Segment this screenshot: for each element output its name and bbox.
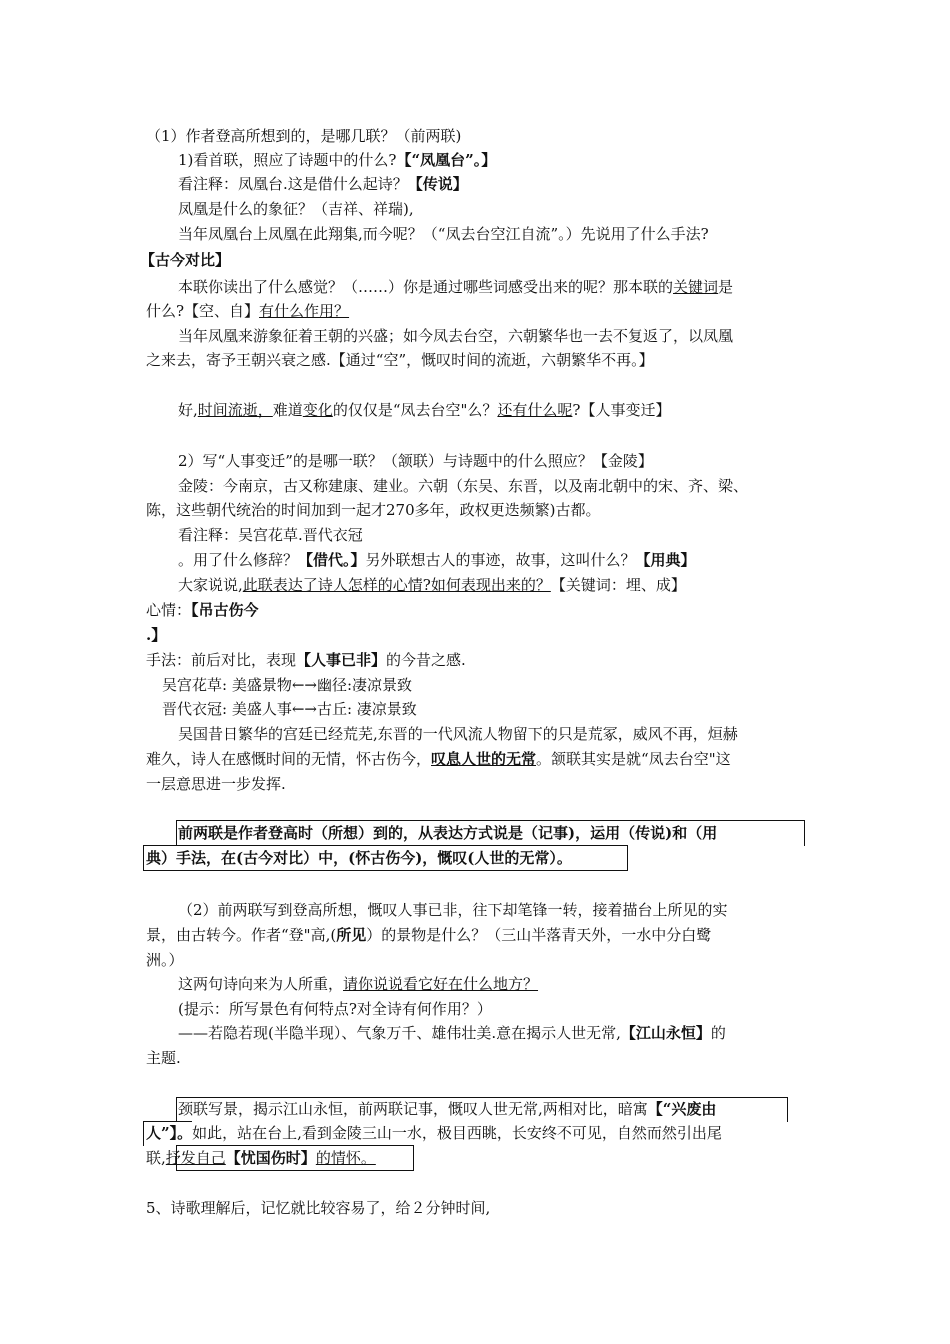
paragraph: 这两句诗向来为人所重，请你说说看它好在什么地方？ [178, 975, 539, 993]
paragraph: 金陵：今南京，古又称建康、建业。六朝（东吴、东晋，以及南北朝中的宋、齐、梁、 [178, 477, 749, 495]
paragraph: 大家说说,此联表达了诗人怎样的心情?如何表现出来的？【关键词：埋、成】 [178, 576, 686, 594]
paragraph: 陈，这些朝代统治的时间加到一起才270多年，政权更迭频繁)古都。 [146, 501, 601, 519]
comparison-line: 吴宫花草: 美盛景物←→幽径:凄凉景致 [162, 676, 413, 694]
paragraph: 景，由古转今。作者“登"高,(所见）的景物是什么？（三山半落青天外，一水中分白鹭 [146, 926, 712, 944]
paragraph: 1)看首联，照应了诗题中的什么?【“凤凰台”。】 [178, 151, 497, 169]
answer: 【传说】 [407, 175, 468, 193]
paragraph: 吴国昔日繁华的宫廷已经荒芜,东晋的一代风流人物留下的只是荒冢，威风不再，烜赫 [178, 725, 738, 743]
paragraph: （2）前两联写到登高所想，慨叹人事已非，往下却笔锋一转，接着描台上所见的实 [178, 901, 728, 919]
summary-line: 人”】。如此，站在台上,看到金陵三山一水，极目西眺，长安终不可见，自然而然引出尾 [146, 1124, 722, 1142]
paragraph: 当年凤凰来游象征着王朝的兴盛；如今凤去台空，六朝繁华也一去不复返了，以凤凰 [178, 327, 734, 345]
answer: 【“凤凰台”。】 [396, 151, 497, 169]
paragraph: 难久，诗人在感慨时间的无情，怀古伤今，叹息人世的无常。颔联其实是就“凤去台空"这 [146, 750, 731, 768]
paragraph: 主题. [146, 1049, 181, 1067]
comparison-line: 晋代衣冠: 美盛人事←→古丘: 凄凉景致 [162, 700, 417, 718]
paragraph: 一层意思进一步发挥. [146, 775, 286, 793]
paragraph: 本联你读出了什么感觉？（……）你是通过哪些词感受出来的呢？那本联的关键词是 [178, 278, 734, 296]
paragraph: 之来去，寄予王朝兴衰之感.【通过“空”，慨叹时间的流逝，六朝繁华不再。】 [146, 351, 654, 369]
paragraph: 凤凰是什么的象征？（吉祥、祥瑞), [178, 200, 414, 218]
summary-line: 前两联是作者登高时（所想）到的，从表达方式说是（记事)，运用（传说)和（用 [178, 824, 718, 842]
paragraph: 洲。） [146, 951, 184, 969]
paragraph: 看注释：吴宫花草.晋代衣冠 [178, 526, 363, 544]
paragraph: 当年凤凰台上凤凰在此翔集,而今呢？（“凤去台空江自流”。）先说用了什么手法? [178, 225, 709, 243]
paragraph: (提示：所写景色有何特点?对全诗有何作用？） [178, 1000, 492, 1018]
paragraph: 。用了什么修辞？【借代。】另外联想古人的事迹，故事，这叫什么？【用典】 [178, 551, 696, 569]
summary-line: 联,抒发自己【忧国伤时】的情怀。 [146, 1149, 376, 1167]
summary-line: 颈联写景，揭示江山永恒，前两联记事，慨叹人世无常,两相对比，暗寓【“兴废由 [178, 1100, 717, 1118]
paragraph: 心情：【吊古伤今 [146, 601, 259, 619]
summary-line: 典）手法，在(古今对比）中，(怀古伤今)，慨叹(人世的无常）。 [146, 849, 572, 867]
paragraph: 好,时间流逝，难道变化的仅仅是“凤去台空"么？还有什么呢?【人事变迁】 [178, 401, 671, 419]
question-1: （1）作者登高所想到的，是哪几联？（前两联) [146, 127, 462, 145]
paragraph: .】 [146, 626, 167, 644]
paragraph: 手法：前后对比，表现【人事已非】的今昔之感. [146, 651, 466, 669]
paragraph: ——若隐若现(半隐半现）、气象万千、雄伟壮美.意在揭示人世无常,【江山永恒】的 [178, 1024, 726, 1042]
question-2: 2）写“人事变迁”的是哪一联？（颔联）与诗题中的什么照应？【金陵】 [178, 452, 653, 470]
answer: 【古今对比】 [140, 251, 231, 269]
paragraph: 什么?【空、自】有什么作用？ [146, 302, 350, 320]
section-5: 5、诗歌理解后，记忆就比较容易了，给２分钟时间, [146, 1199, 491, 1217]
paragraph: 看注释：凤凰台.这是借什么起诗？【传说】 [178, 175, 468, 193]
